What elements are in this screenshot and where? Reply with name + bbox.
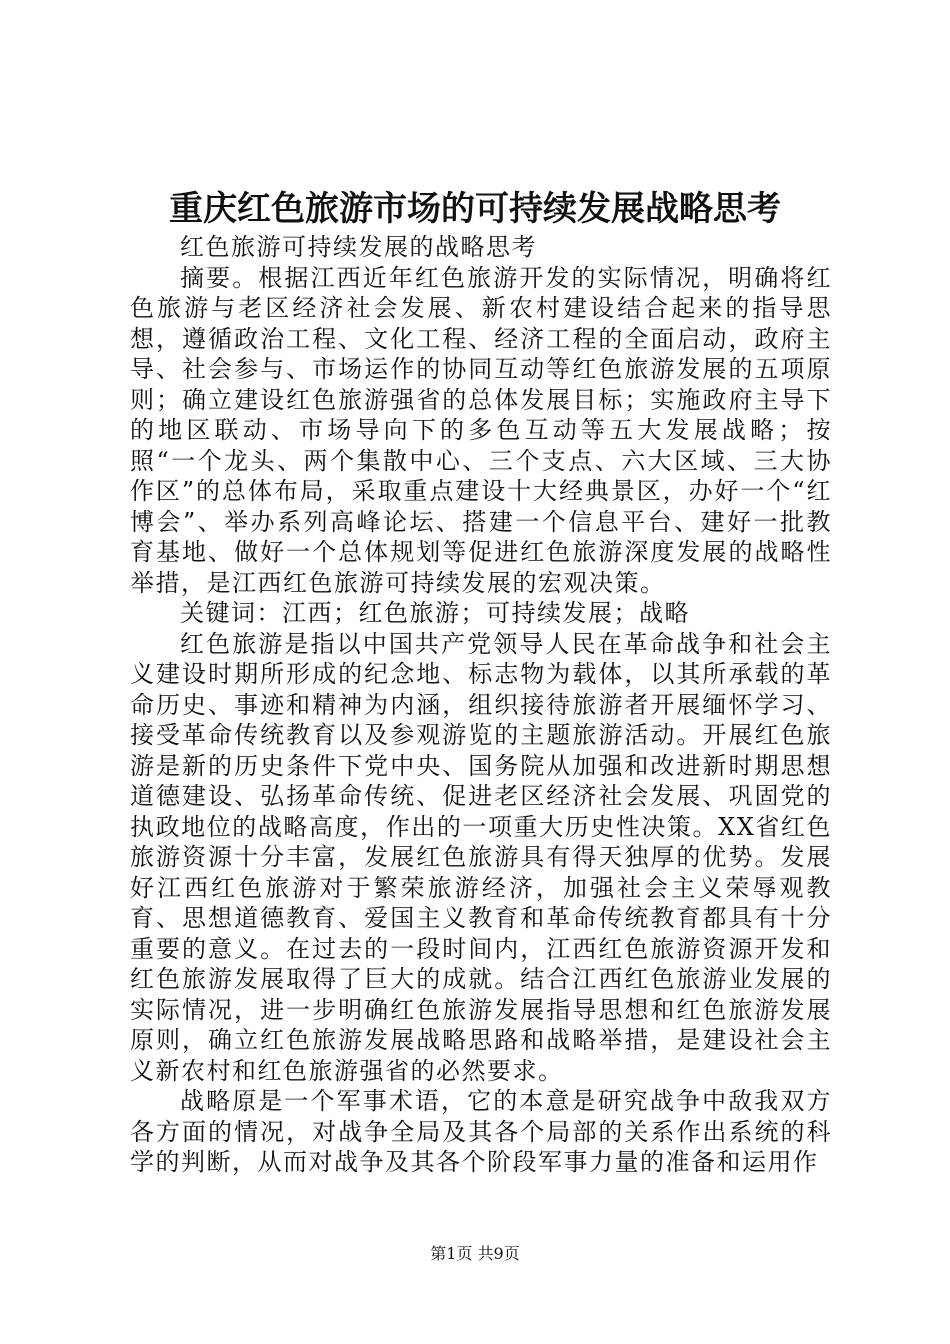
document-subtitle: 红色旅游可持续发展的战略思考 — [180, 233, 537, 261]
abstract-paragraph: 摘要。根据江西近年红色旅游开发的实际情况，明确将红色旅游与老区经济社会发展、新农村建设结合起来的指导思想，遵循政治工程、文化工程、经济工程的全面启动，政府主导、社会参与、市场运作的协同互动等红色旅游发展的五项原则；确立建设红色旅游强省的总体发展目标；实施政府主导下的地区联动、市场导向下的多色互动等五大发展战略；按照“一个龙头、两个集散中心、三个支点、六大区域、三大协作区”的总体布局，采取重点建设十大经典景区，办好一个“红博会”、举办系列高峰论坛、搭建一个信息平台、建好一批教育基地、做好一个总体规划等促进红色旅游深度发展的战略性举措，是江西红色旅游可持续发展的宏观决策。 — [130, 263, 832, 597]
body-paragraph: 战略原是一个军事术语，它的本意是研究战争中敌我双方各方面的情况，对战争全局及其各个局部的关系作出系统的科学的判断，从而对战争及其各个阶段军事力量的准备和运用作 — [130, 1087, 832, 1176]
page-number-footer: 第1页 共9页 — [430, 1244, 520, 1263]
document-title: 重庆红色旅游市场的可持续发展战略思考 — [169, 189, 781, 229]
keywords-paragraph: 关键词：江西；红色旅游；可持续发展；战略 — [180, 599, 690, 627]
body-paragraph: 红色旅游是指以中国共产党领导人民在革命战争和社会主义建设时期所形成的纪念地、标志物为载体，以其所承载的革命历史、事迹和精神为内涵，组织接待旅游者开展缅怀学习、接受革命传统教育以及参观游览的主题旅游活动。开展红色旅游是新的历史条件下党中央、国务院从加强和改进新时期思想道德建设、弘扬革命传统、促进老区经济社会发展、巩固党的执政地位的战略高度，作出的一项重大历史性决策。XX省红色旅游资源十分丰富，发展红色旅游具有得天独厚的优势。发展好江西红色旅游对于繁荣旅游经济，加强社会主义荣辱观教育、思想道德教育、爱国主义教育和革命传统教育都具有十分重要的意义。在过去的一段时间内，江西红色旅游资源开发和红色旅游发展取得了巨大的成就。结合江西红色旅游业发展的实际情况，进一步明确红色旅游发展指导思想和红色旅游发展原则，确立红色旅游发展战略思路和战略举措，是建设社会主义新农村和红色旅游强省的必然要求。 — [130, 629, 832, 1085]
document-body — [130, 232, 832, 1178]
